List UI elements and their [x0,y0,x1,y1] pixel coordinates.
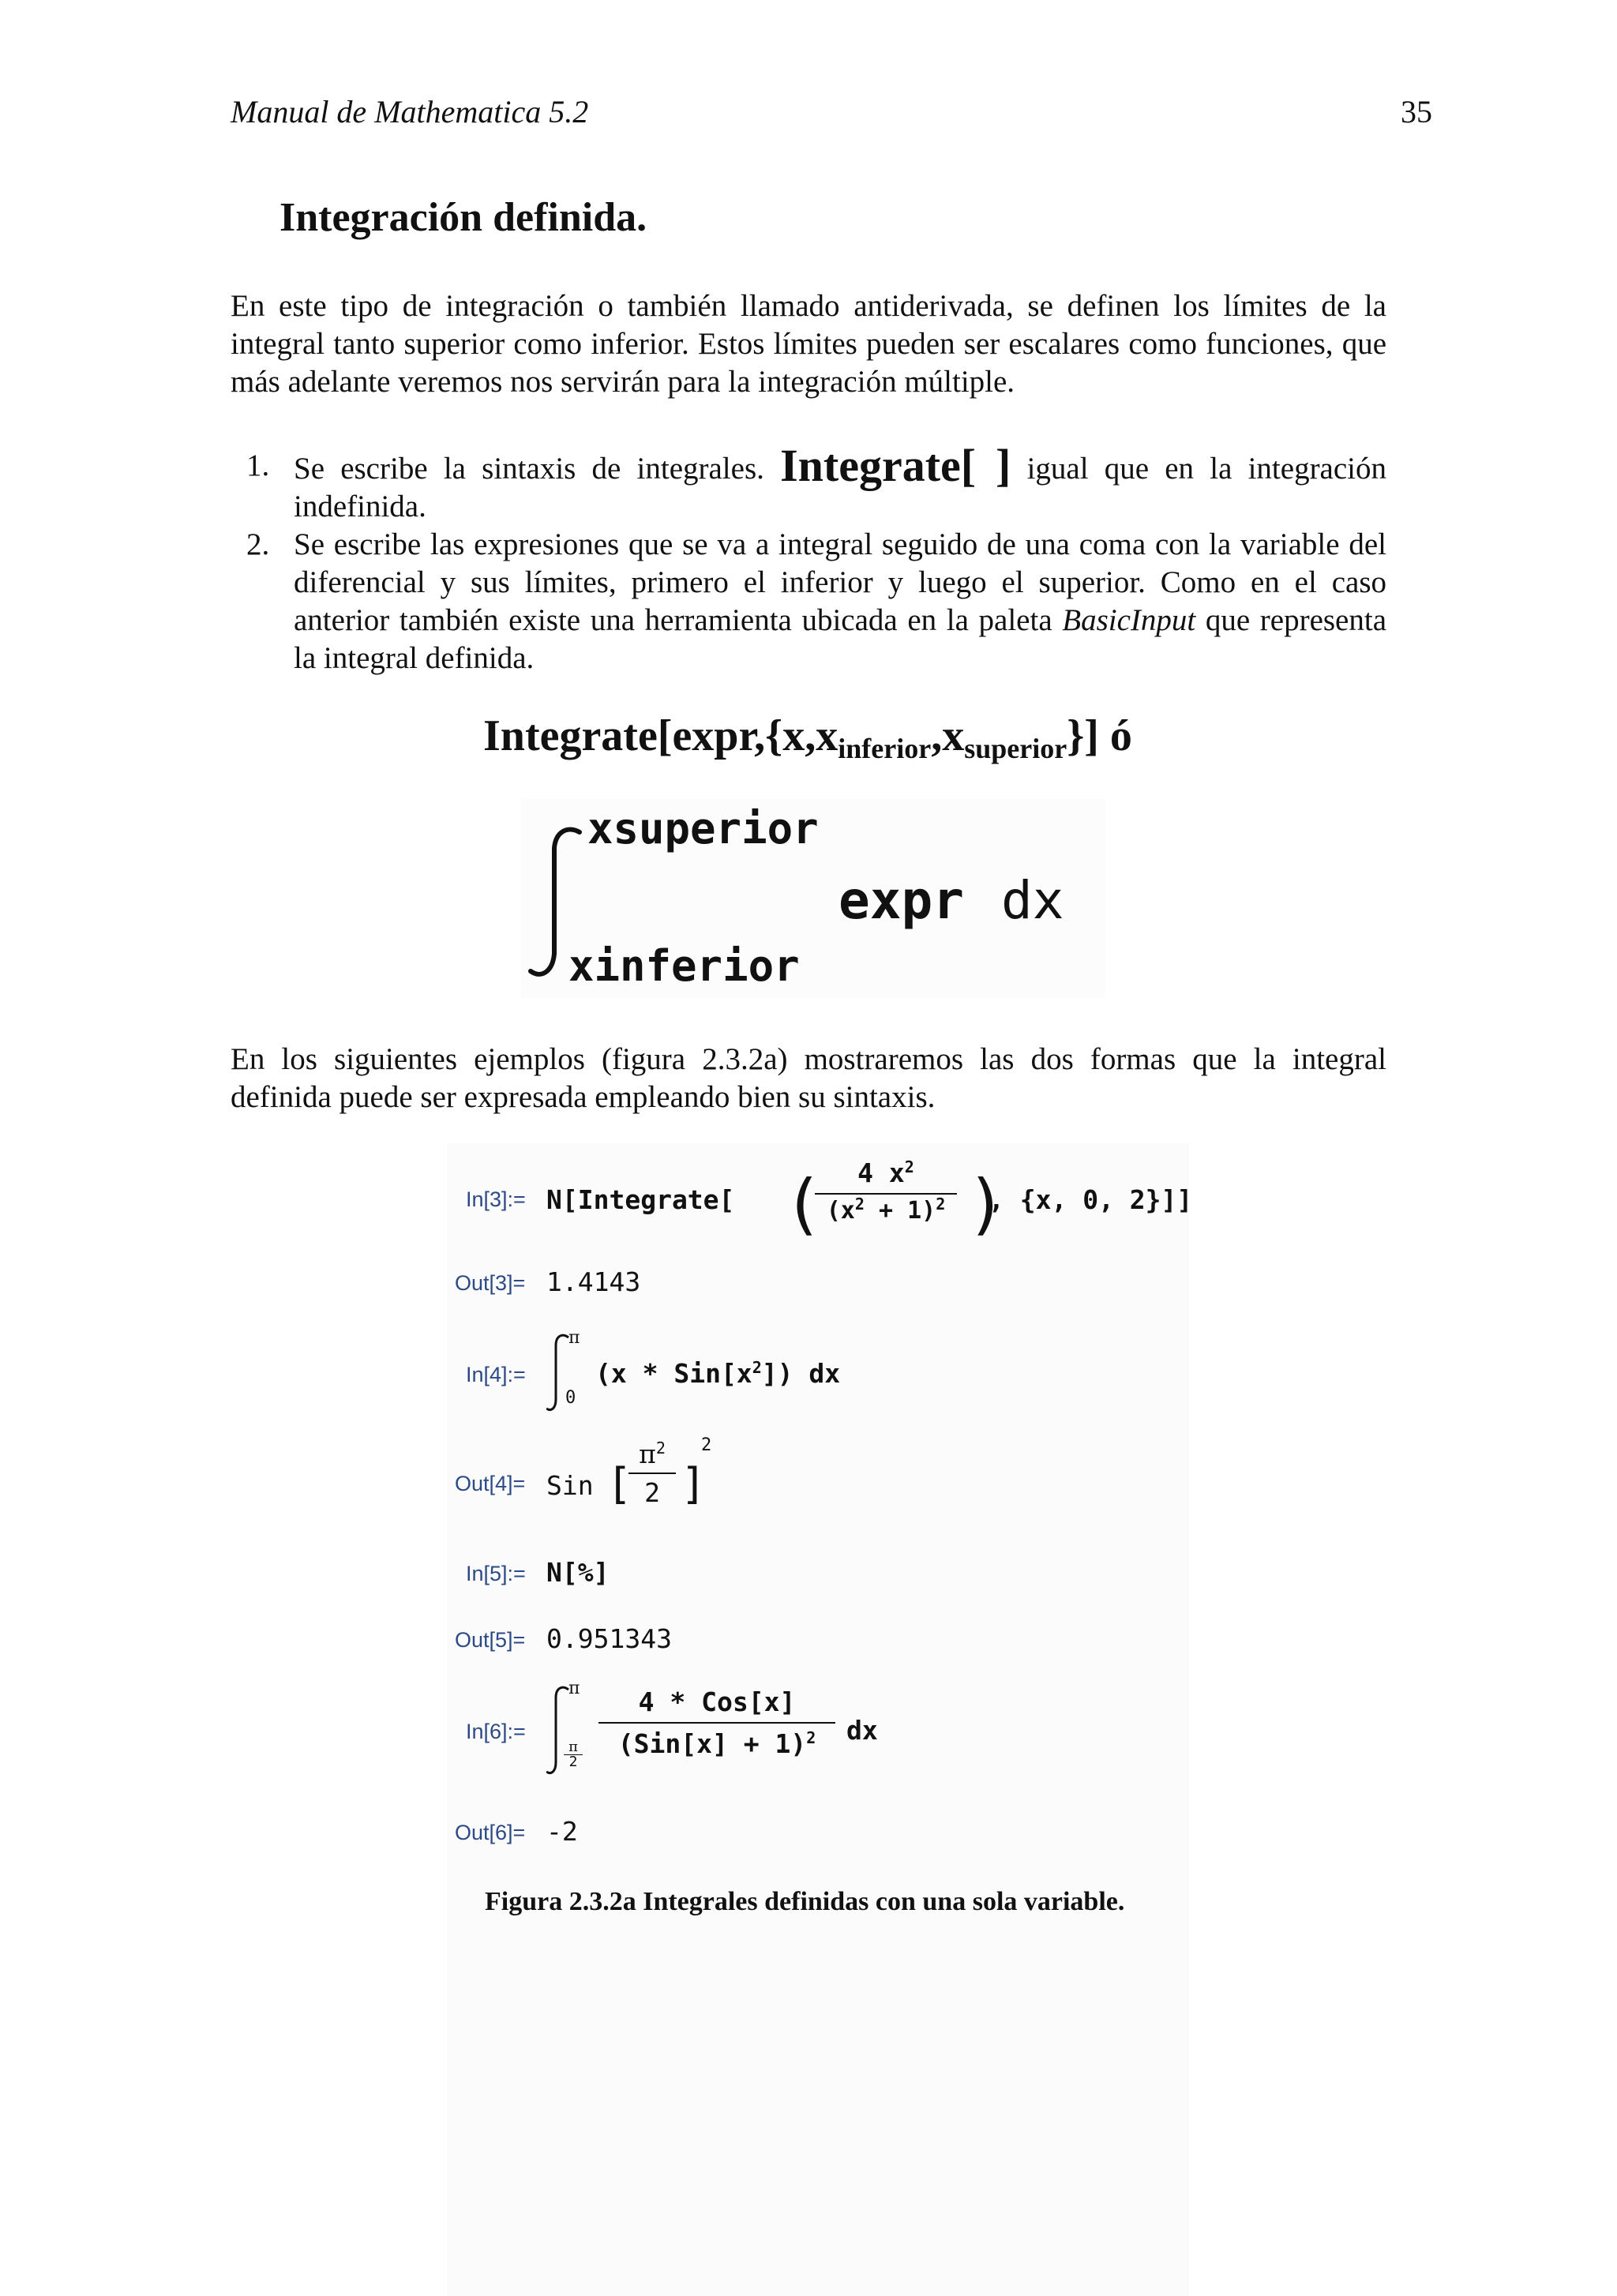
integral-template [521,799,1105,998]
input-label: In[4]:= [466,1363,526,1386]
input-label: In[3]:= [466,1187,526,1211]
output-cell-6: -2 [546,1816,578,1847]
step-text: Se escribe la sintaxis de integrales. [294,452,764,486]
step-text: Se escribe las expresiones que se va a integral seguido de una coma con la variable del diferencial y sus límites, primero el inferior y luego el superior. Como en el caso anterior también existe una herramienta ubicada en la paleta [294,527,1386,637]
section-title: Integración definida. [280,195,647,240]
lower-limit: xinferior [568,941,800,991]
output-label: Out[3]= [455,1271,526,1295]
output-cell-5: 0.951343 [546,1623,672,1654]
input-cell-4[interactable]: π 0 $(x * Sin[x^2])$ dx [546,1330,878,1416]
input-cell-5[interactable]: N[%] [546,1557,610,1588]
output-cell-4: Sin [ $\pi^2$ 2 ] 2 [546,1435,712,1509]
output-label: Out[5]= [455,1628,526,1652]
list-number: 2. [246,527,270,561]
running-header-title: Manual de Mathematica 5.2 [231,94,589,129]
output-cell-3: 1.4143 [546,1266,641,1297]
integrand: expr [839,870,964,931]
output-label: Out[6]= [455,1821,526,1844]
input-label: In[6]:= [466,1720,526,1743]
output-label: Out[4]= [455,1472,526,1495]
palette-name: BasicInput [1062,603,1196,637]
step-text-after: que representa la integral definida. [294,603,1387,675]
integrate-code: Integrate[ ] [780,440,1011,491]
examples-paragraph: En los siguientes ejemplos (figura 2.3.2a) mostraremos las dos formas que la integral definida puede ser expresada empleando bien su sintaxis. [231,1042,1386,1114]
list-number: 1. [246,448,270,482]
differential: dx [1001,870,1064,931]
step-text-after: igual que en la integración indefinida. [294,452,1387,523]
input-cell-6[interactable]: π π 2 4 * Cos[x] $(Sin[x] + 1)^2$ dx [546,1680,910,1783]
page-number: 35 [1401,94,1432,129]
list-item-step-2 [246,526,1387,677]
integrate-syntax: $Integrate[\exp r,\{x,x_{inferior},x_{superior}\}]$ ó [483,711,1132,764]
list-item-step-1 [246,440,1387,526]
paren-open: ( [783,1165,824,1243]
intro-paragraph: En este tipo de integración o también llamado antiderivada, se definen los límites de la integral tanto superior como inferior. Estos límites pueden ser escalares como funciones, que más adelante veremos nos servirán para la integración múltiple. [231,289,1386,399]
input-label: In[5]:= [466,1562,526,1585]
upper-limit: xsuperior [587,804,819,853]
notebook-figure: In[3]:= N[Integrate[ 4 $x^2$ $(x^2 + 1)^2$ ( ) , {x, 0, 2}]] Out[3]= 1.4143 In[4]:= π 0 $(x * Sin[x^2])$ dx Out[4]= Sin [ $\pi^2$ 2 ] 2 In[5]:= N[%] Out[5]= 0.951343 In[6]:= π π 2 4 * Cos[x] $(Sin[x] + 1)^2$ dx Out[6]= -2 [447,1143,1189,2296]
figure-caption: Figura 2.3.2a Integrales definidas con una sola variable. [485,1887,1125,1916]
paren-close: ) [966,1165,1007,1243]
